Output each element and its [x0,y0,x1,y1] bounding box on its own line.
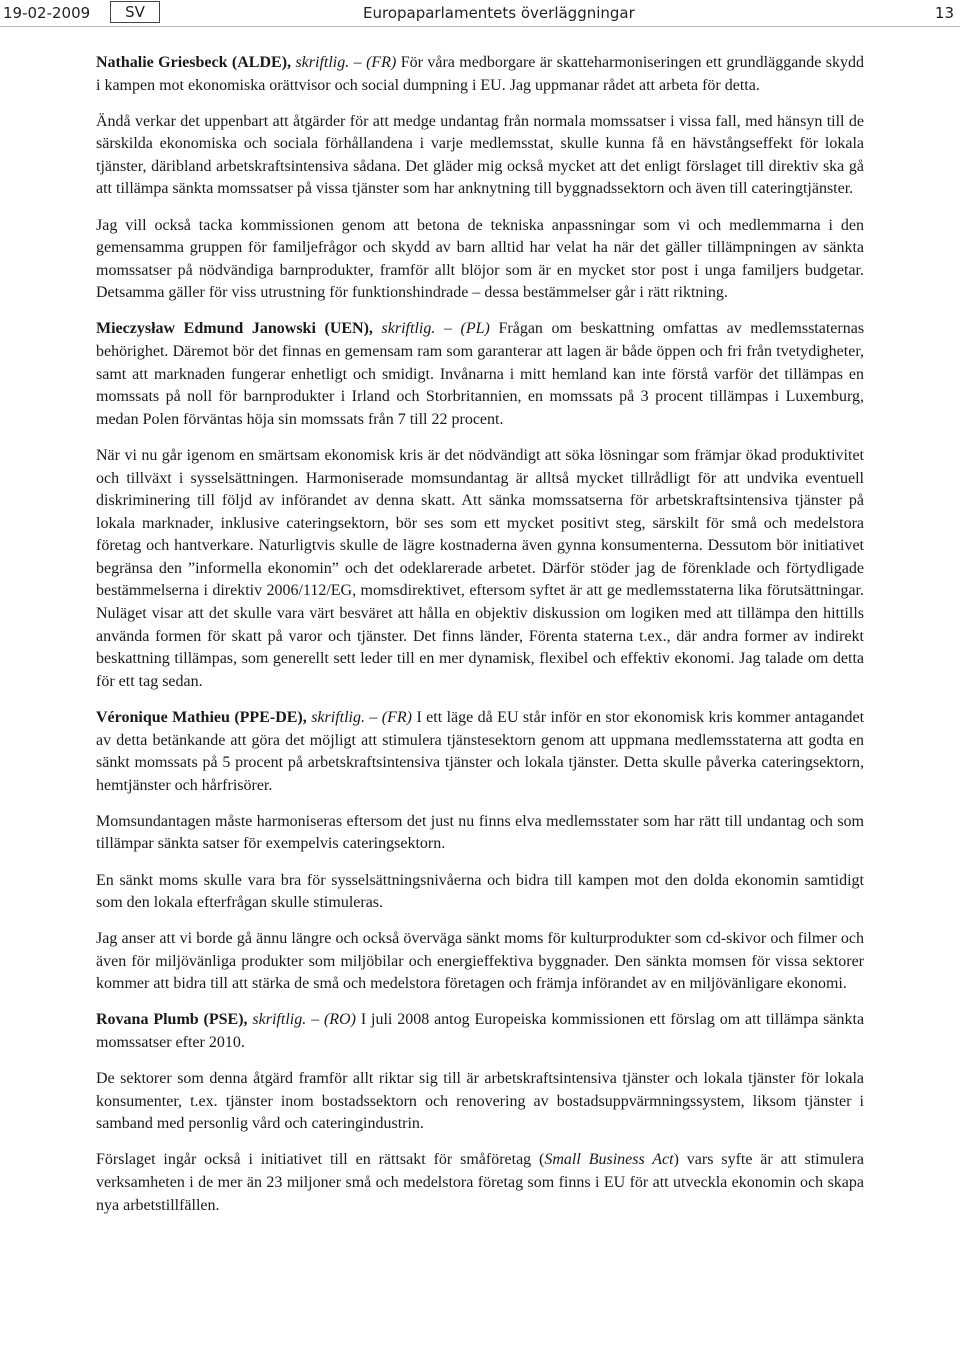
paragraph-mathieu [96,707,864,797]
header-title: Europaparlamentets överläggningar [363,4,635,22]
speech-mode: skriftlig. [252,1011,307,1029]
paragraph-text: För våra medborgare är skatteharmoniseringen ett grundläggande skydd i kampen mot ekonomiska orättvisor och social dumpning i EU. Jag uppmanar rådet att arbeta för detta. [96,54,865,94]
paragraph-small-business-act [96,1149,864,1217]
paragraph-griesbeck [96,52,864,97]
speech-language: – (RO) [311,1011,356,1029]
paragraph-text: I juli 2008 antog Europeiska kommissionen ett förslag om att tillämpa sänkta momssatser efter 2010. [96,1011,865,1052]
paragraph: Jag vill också tacka kommissionen genom att betona de tekniska anpassningar som vi och medlemmarna i den gemensamma gruppen för familjefrågor och skydd av barn alltid har velat ha när det gäller tillämpningen av sänkta momssatser på nödvändiga barnprodukter, framför allt blöjor som är en mycket stor post i unga familjers budgetar. Detsamma gäller för viss utrustning för funktionshindrade – dessa bestämmelser går i rätt riktning. [96,216,864,302]
speech-language: – (FR) [369,708,413,726]
paragraph: En sänkt moms skulle vara bra för sysselsättningsnivåerna och bidra till kampen mot den dolda ekonomin samtidigt som den lokala efterfrågan skulle stimuleras. [96,871,864,912]
speaker-name: Mieczysław Edmund Janowski (UEN), [96,320,373,338]
paragraph-text: Frågan om beskattning omfattas av medlemsstaternas behörighet. Däremot bör det finnas en gemensam ram som garanterar att lagen är både öppen och fri från tvetydigheter, samt att marknaden fungerar enhetligt och smidigt. Invånarna i mitt hemland kan inte förstå varför det tillämpas en momssats på noll för barnprodukter i Irland och Storbritannien, en momssats på 3 procent tillämpas i Luxemburg, medan Polen förväntas höja sin momssats från 7 till 22 procent. [96,320,865,428]
language-badge: SV [110,1,160,23]
emphasis-text: Small Business Act [544,1151,674,1169]
paragraph-text: Förslaget ingår också i initiativet till en rättsakt för småföretag ( [96,1151,545,1169]
speech-language: – (PL) [443,320,490,338]
page-header [0,0,960,27]
page-number: 13 [934,4,954,22]
paragraph: Ändå verkar det uppenbart att åtgärder för att medge undantag från normala momssatser i vissa fall, med hänsyn till de särskilda ekonomiska och sociala förhållandena i varje medlemsstat, skulle kunna få en hävstångseffekt för lokala tjänster, däribland arbetskraftsintensiva sådana. Det gläder mig också mycket att det enligt förslaget till direktiv ska gå att tillämpa sänkta momssatser på vissa tjänster som har anknytning till byggnadssektorn och även till cateringtjänster. [96,112,864,198]
paragraph-text: ) vars syfte är att stimulera verksamheten i de mer än 23 miljoner små och medelstora företag som finns i EU för att utveckla ekonomin och skapa nya arbetstillfällen. [96,1151,865,1214]
document-body [96,52,864,1231]
paragraph: Jag anser att vi borde gå ännu längre och också överväga sänkt moms för kulturprodukter som cd-skivor och filmer och även för miljövänliga produkter som miljöbilar och energieffektiva byggnader. Den sänkta momsen för vissa sektorer kommer att bidra till att stärka de små och medelstora företagen och främja införandet av en miljövänligare ekonomi. [96,930,864,993]
paragraph-plumb [96,1009,864,1054]
speaker-name: Véronique Mathieu (PPE-DE), [96,708,307,726]
speech-mode: skriftlig. [295,54,350,71]
speech-mode: skriftlig. [311,708,365,726]
speaker-name: Nathalie Griesbeck (ALDE), [96,54,292,71]
speech-mode: skriftlig. [381,320,436,338]
header-date: 19-02-2009 [3,4,91,22]
paragraph: När vi nu går igenom en smärtsam ekonomisk kris är det nödvändigt att söka lösningar som främjar ökad produktivitet och tillväxt i sysselsättningen. Harmoniserade momsundantag är alltså mycket tillrådligt för att undvika eventuell diskriminering till följd av införandet av denna skatt. Att sänka momssatserna för arbetskraftsintensiva tjänster på lokala marknader, inklusive cateringsektorn, bör ses som ett mycket positivt steg, särskilt för små och medelstora företag och hantverkare. Naturligtvis skulle de lägre kostnaderna även gynna konsumenterna. Dessutom bör initiativet begränsa den ”informella ekonomin” och det odeklarerade arbetet. Därför stöder jag de förenklade och förtydligade bestämmelserna i direktiv 2006/112/EG, momsdirektivet, eftersom syftet är att ge medlemsstaterna lika förutsättningar. Nuläget visar att det skulle vara värt besväret att hålla en objektiv diskussion om logiken med att tillämpa den hittills använda formen för skatt på varor och tjänster. Det finns länder, Förenta staterna t.ex., där andra former av indirekt beskattning tillämpas, som generellt sett leder till en mer dynamisk, flexibel och effektiv ekonomi. Jag talade om detta för ett tag sedan. [96,446,864,690]
paragraph: Momsundantagen måste harmoniseras eftersom det just nu finns elva medlemsstater som har rätt till undantag och som tillämpar sänkta satser för exempelvis cateringsektorn. [96,812,864,853]
paragraph-text: I ett läge då EU står inför en stor ekonomisk kris kommer antagandet av detta betänkande att göra det möjligt att stimulera tjänstesektorn genom att uppmana medlemsstaterna att godta en sänkt momssats på 5 procent på arbetskraftsintensiva tjänster och lokala tjänster. Detta skulle påverka cateringsektorn, hemtjänster och hårfrisörer. [96,708,865,794]
paragraph-janowski [96,318,864,431]
speech-language: – (FR) [353,54,397,71]
paragraph: De sektorer som denna åtgärd framför allt riktar sig till är arbetskraftsintensiva tjänster och lokala tjänster för lokala konsumenter, t.ex. tjänster inom bostadssektorn och renovering av bostadsuppvärmningssystem, liksom tjänster i samband med personlig vård och cateringindustrin. [96,1070,864,1133]
speaker-name: Rovana Plumb (PSE), [96,1011,248,1029]
